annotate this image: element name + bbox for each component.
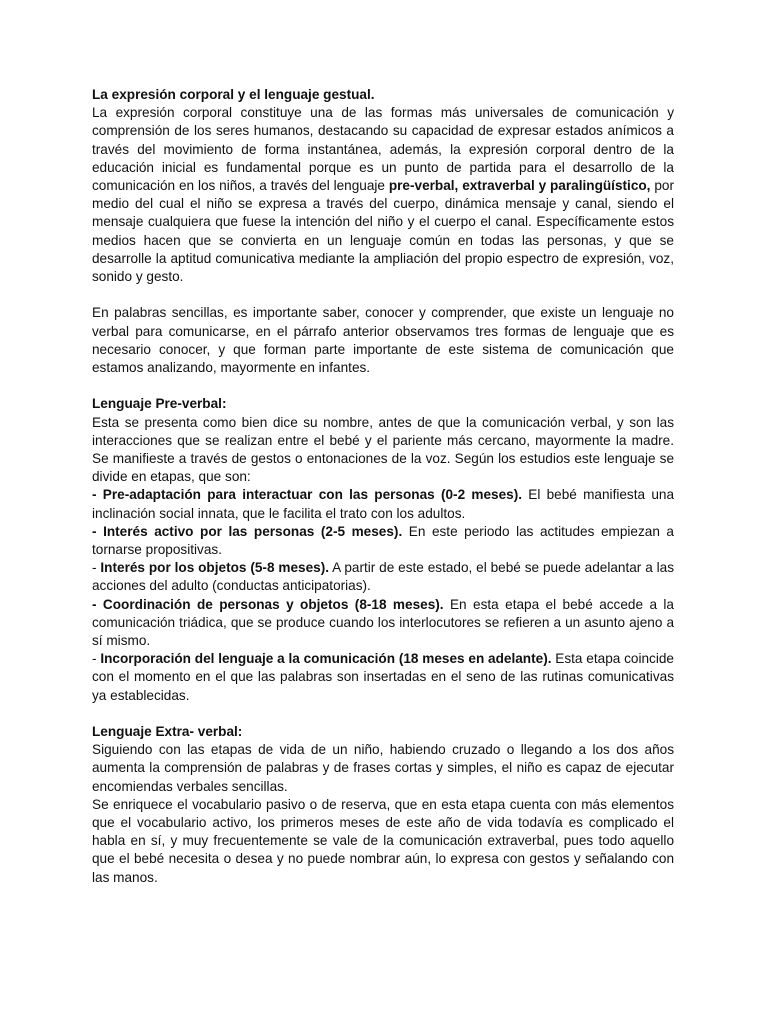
paragraph-pre-verbal-intro: Esta se presenta como bien dice su nombre, antes de que la comunicación verbal, y son las interacciones que se realizan entre el bebé y el pariente más cercano, mayormente la madre. Se manifieste a través de gestos o entonaciones de la voz. Según los estudios este lenguaje se divide en etapas, que son: bbox=[92, 414, 674, 485]
paragraph-extra-verbal-1: Siguiendo con las etapas de vida de un niño, habiendo cruzado o llegando a los dos años aumenta la comprensión de palabras y de frases cortas y simples, el niño es capaz de ejecutar encomiendas verbales sencillas. bbox=[92, 742, 674, 794]
paragraph-expresion-corporal bbox=[92, 104, 674, 286]
stage-label: Incorporación del lenguaje a la comunicación (18 meses en adelante). bbox=[100, 651, 552, 667]
paragraph-text: por medio del cual el niño se expresa a través del cuerpo, dinámica mensaje y canal, siendo el mensaje cualquiera que fuese la intención del niño y el cuerpo el canal. Específicamente estos medios hacen que se convierta en un lenguaje común en todas las personas, y que se desarrolle la aptitud comunicativa mediante la ampliación del propio espectro de expresión, voz, sonido y gesto. bbox=[92, 178, 674, 285]
paragraph-extra-verbal-2: Se enriquece el vocabulario pasivo o de reserva, que en esta etapa cuenta con más elementos que el vocabulario activo, los primeros meses de este año de vida todavía es complicado el habla en sí, y muy frecuentemente se vale de la comunicación extraverbal, pues todo aquello que el bebé necesita o desea y no puede nombrar aún, lo expresa con gestos y señalando con las manos. bbox=[92, 796, 674, 885]
stage-text: El bebé manifiesta una inclinación social innata, que le facilita el trato con los adultos. bbox=[92, 487, 674, 521]
section-title-expresion-corporal: La expresión corporal y el lenguaje gestual. bbox=[92, 87, 375, 102]
paragraph-text: La expresión corporal constituye una de las formas más universales de comunicación y comprensión de los seres humanos, destacando su capacidad de expresar estados anímicos a través del movimiento de forma instantánea, además, la expresión corporal dentro de la educación inicial es fundamental porque es un punto de partida para el desarrollo de la comunicación en los niños, a través del lenguaje bbox=[92, 105, 674, 194]
stage-item-interes-activo bbox=[92, 523, 674, 559]
stage-text: En este periodo las actitudes empiezan a tornarse propositivas. bbox=[92, 523, 674, 558]
stage-label: - Pre-adaptación para interactuar con las personas (0-2 meses). bbox=[92, 487, 523, 503]
stage-label: Interés por los objetos (5-8 meses). bbox=[100, 560, 330, 576]
section-title-extra-verbal: Lenguaje Extra- verbal: bbox=[92, 724, 243, 740]
stage-label: - Coordinación de personas y objetos (8-18 meses). bbox=[92, 596, 444, 612]
stage-item-incorporacion bbox=[92, 650, 674, 705]
paragraph-palabras-sencillas: En palabras sencillas, es importante saber, conocer y comprender, que existe un lenguaje no verbal para comunicarse, en el párrafo anterior observamos tres formas de lenguaje que es necesario conocer, y que forman parte importante de este sistema de comunicación que estamos analizando, mayormente en infantes. bbox=[92, 305, 674, 376]
stage-prefix: - bbox=[92, 560, 101, 576]
paragraph-gap bbox=[92, 286, 674, 304]
paragraph-gap bbox=[92, 705, 674, 723]
section-title-pre-verbal: Lenguaje Pre-verbal: bbox=[92, 396, 227, 412]
stage-label: - Interés activo por las personas (2-5 meses). bbox=[92, 523, 403, 539]
stage-prefix: - bbox=[92, 651, 101, 667]
stage-text: En esta etapa el bebé accede a la comunicación triádica, que se produce cuando los interlocutores se refieren a un asunto ajeno a sí mismo. bbox=[92, 596, 674, 649]
stage-item-coordinacion bbox=[92, 596, 674, 651]
paragraph-gap bbox=[92, 377, 674, 395]
document-page bbox=[92, 86, 674, 887]
stage-text: A partir de este estado, el bebé se puede adelantar a las acciones del adulto (conductas anticipatorias). bbox=[92, 560, 674, 594]
stage-item-pre-adaptacion bbox=[92, 486, 674, 522]
stage-item-interes-objetos bbox=[92, 559, 674, 595]
bold-term-lenguajes: pre-verbal, extraverbal y paralingüístico, bbox=[388, 178, 651, 194]
stage-text: Esta etapa coincide con el momento en el que las palabras son insertadas en el seno de las rutinas comunicativas ya establecidas. bbox=[92, 651, 674, 703]
